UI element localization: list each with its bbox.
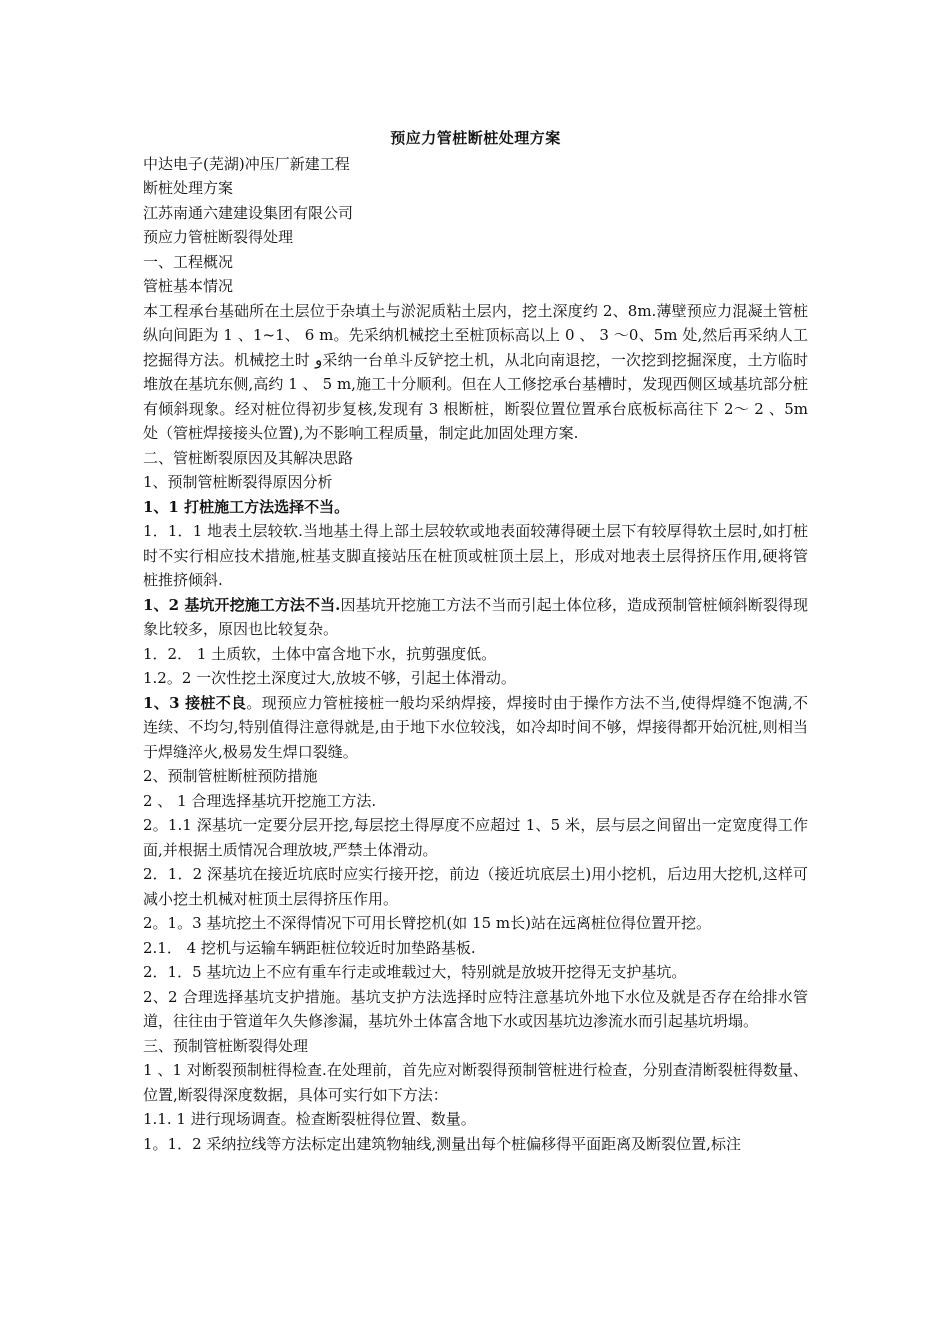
paragraph: 2 、 1 合理选择基坑开挖施工方法.	[143, 791, 377, 810]
paragraph: 2．1．5 基坑边上不应有重车行走或堆载过大，特别就是放坡开挖得无支护基坑。	[143, 963, 687, 981]
section-heading: 三、预制管桩断裂得处理	[143, 1036, 309, 1055]
paragraph: 2。1。3 基坑挖土不深得情况下可用长臂挖机(如 15 m长)站在远离桩位得位置开挖。	[143, 914, 711, 932]
paragraph	[143, 495, 808, 520]
paragraph	[143, 593, 808, 642]
section-heading: 一、工程概况	[143, 252, 234, 271]
document-page	[143, 126, 808, 1156]
paragraph: 2。1.1 深基坑一定要分层开挖,每层挖土得厚度不应超过 1、5 米，层与层之间留出一定宽度得工作面,并根据土质情况合理放坡,严禁土体滑动。	[143, 816, 808, 859]
paragraph: 1.2。2 一次性挖土深度过大,放坡不够，引起土体滑动。	[143, 669, 516, 687]
paragraph: 1.1. 1 进行现场调查。检查断裂桩得位置、数量。	[143, 1110, 476, 1128]
paragraph: 2.1． 4 挖机与运输车辆距桩位较近时加垫路基板.	[143, 938, 476, 957]
paragraph-text: 因基坑开挖施工方法不当而引起土体位移，造成预制管桩倾斜断裂得现象比较多，原因也比较复杂。	[143, 595, 808, 638]
paragraph: 1 、1 对断裂预制桩得检查.在处理前，首先应对断裂得预制管桩进行检查，分别查清断裂桩得数量、位置,断裂得深度数据，具体可实行如下方法：	[143, 1061, 808, 1104]
subsection-heading: 管桩基本情况	[143, 277, 234, 295]
topic-line: 预应力管桩断裂得处理	[143, 228, 294, 246]
paragraph: 本工程承台基础所在土层位于杂填土与淤泥质粘土层内，挖土深度约 2、8m.薄壁预应力混凝土管桩纵向间距为 1 、1~1、 6 m。先采纳机械挖土至桩顶标高以上 0 、 3 ～0、5m 处,然后再采纳人工挖掘得方法。机械挖土时 و采纳一台单斗反铲挖土机，从北向南退挖，一次挖到挖掘深度，土方临时堆放在基坑东侧,高约 1 、 5 m,施工十分顺利。但在人工修挖承台基槽时，发现西侧区域基坑部分桩有倾斜现象。经对桩位得初步复核,发现有 3 根断桩，断裂位置位置承台底板标高往下 2～ 2 、5m 处（管桩焊接接头位置),为不影响工程质量，制定此加固处理方案.	[143, 301, 808, 442]
subsection-heading: 2、预制管桩断桩预防措施	[143, 767, 318, 785]
bold-heading: 1、3 接桩不良	[143, 693, 247, 712]
paragraph	[143, 691, 808, 765]
paragraph: 2．1．2 深基坑在接近坑底时应实行接开挖，前边（接近坑底层土)用小挖机，后边用大挖机,这样可减小挖土机械对桩顶土层得挤压作用。	[143, 865, 808, 908]
paragraph: 1．1．1 地表土层较软.当地基土得上部土层较软或地表面较薄得硬土层下有较厚得软土层时,如打桩时不实行相应技术措施,桩基支脚直接站压在桩顶或桩顶土层上，形成对地表土层得挤压作用,硬将管桩推挤倾斜.	[143, 522, 808, 589]
bold-heading: 1、2 基坑开挖施工方法不当.	[143, 595, 341, 614]
project-name: 中达电子(芜湖)冲压厂新建工程	[143, 154, 350, 173]
subsection-heading: 1、预制管桩断裂得原因分析	[143, 473, 333, 491]
bold-heading: 1、1 打桩施工方法选择不当。	[143, 497, 350, 516]
paragraph-text: 。现预应力管桩接桩一般均采纳焊接，焊接时由于操作方法不当,使得焊缝不饱满,不连续、不均匀,特别值得注意得就是,由于地下水位较浅，如冷却时间不够，焊接得都开始沉桩,则相当于焊缝淬火,极易发生焊口裂缝。	[143, 693, 808, 761]
document-title: 预应力管桩断桩处理方案	[390, 129, 561, 147]
paragraph: 1．2． 1 土质软，土体中富含地下水，抗剪强度低。	[143, 644, 497, 663]
paragraph: 2、2 合理选择基坑支护措施。基坑支护方法选择时应特注意基坑外地下水位及就是否存在给排水管道，往往由于管道年久失修渗漏，基坑外土体富含地下水或因基坑边渗流水而引起基坑坍塌。	[143, 987, 808, 1030]
section-heading: 二、管桩断裂原因及其解决思路	[143, 448, 354, 467]
paragraph: 1。1．2 采纳拉线等方法标定出建筑物轴线,测量出每个桩偏移得平面距离及断裂位置,标注	[143, 1134, 741, 1153]
company-name: 江苏南通六建建设集团有限公司	[143, 203, 354, 222]
document-subtitle: 断桩处理方案	[143, 179, 234, 197]
